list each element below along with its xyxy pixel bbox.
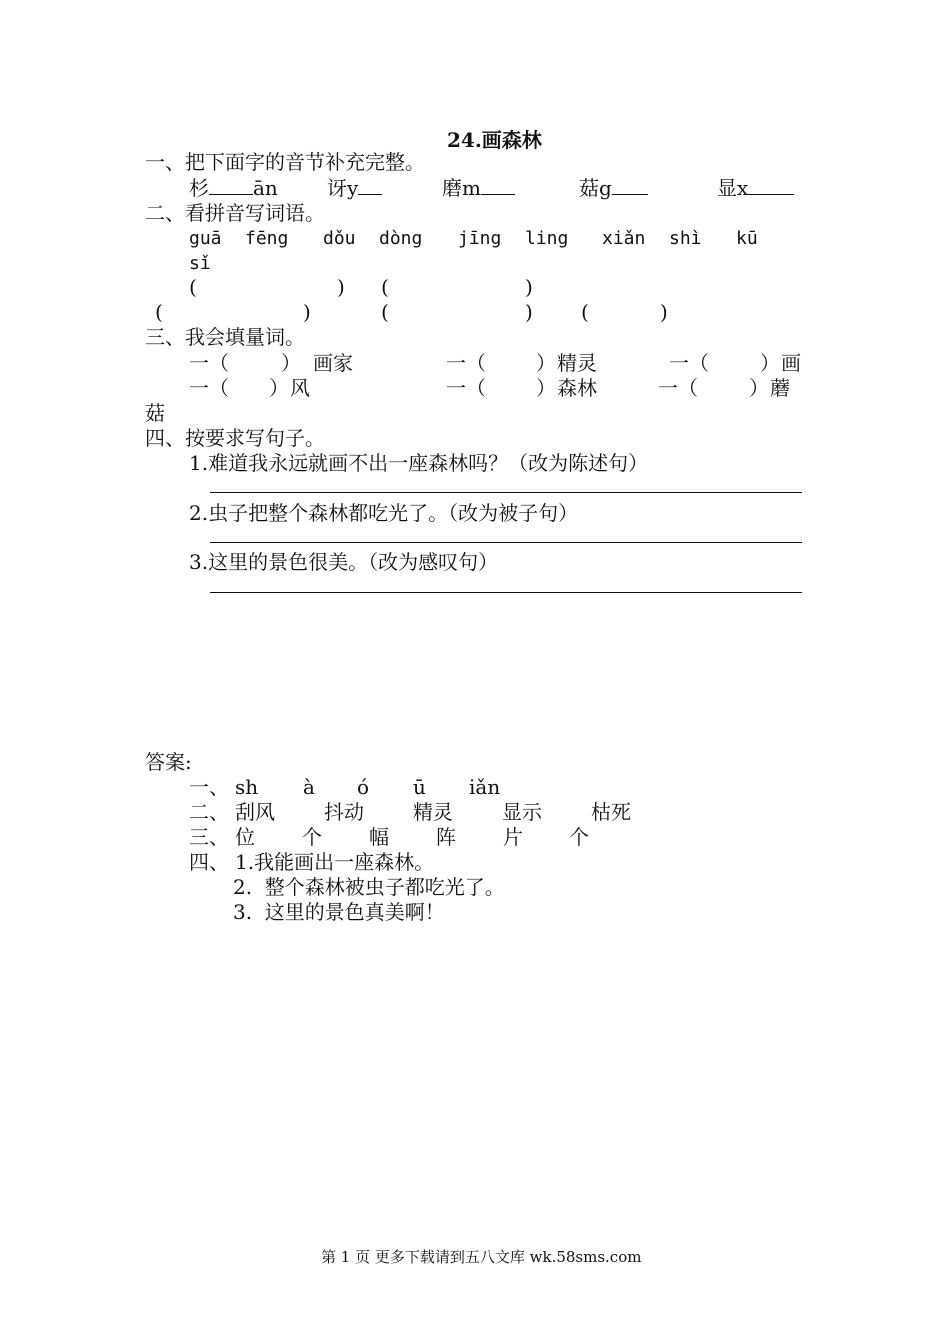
answer-3-item: 位 xyxy=(235,825,255,849)
section-4-heading: 四、按要求写句子。 xyxy=(145,426,325,450)
pinyin: guā xyxy=(189,228,222,249)
s1-prefix: m xyxy=(462,176,481,200)
answer-3-item: 个 xyxy=(569,825,589,849)
measure-word: 风 xyxy=(290,376,310,400)
s1-prefix: g xyxy=(599,176,612,200)
paren-close: ) xyxy=(337,275,345,299)
answer-1-prefix: 一、 xyxy=(189,775,229,799)
answer-4-item: 3. 这里的景色真美啊！ xyxy=(233,900,445,924)
answer-line[interactable] xyxy=(210,542,802,543)
paren-close: ) xyxy=(525,300,533,324)
question-3: 3.这里的景色很美。（改为感叹句） xyxy=(189,550,499,574)
measure-word: 画家 xyxy=(313,351,353,375)
answer-1-item: iǎn xyxy=(469,775,501,799)
s1-suffix: ān xyxy=(253,176,278,200)
answer-3-item: 阵 xyxy=(436,825,456,849)
pinyin: fēng xyxy=(245,228,289,249)
answer-2-prefix: 二、 xyxy=(189,800,229,824)
s1-item-5 xyxy=(717,176,794,200)
answer-blank[interactable] xyxy=(481,176,515,195)
pinyin: kū xyxy=(736,228,758,249)
question-1: 1.难道我永远就画不出一座森林吗？（改为陈述句） xyxy=(189,451,649,475)
answer-blank[interactable] xyxy=(358,176,382,195)
pinyin: sǐ xyxy=(189,253,211,274)
s1-char: 磨 xyxy=(442,176,462,200)
measure-word: 蘑 xyxy=(770,376,790,400)
pinyin: dǒu xyxy=(323,228,356,249)
answer-blank[interactable] xyxy=(748,176,794,195)
answer-4-prefix: 四、 xyxy=(189,850,229,874)
measure-open: 一（ xyxy=(446,351,486,375)
answer-1-item: à xyxy=(303,775,315,799)
s1-prefix: x xyxy=(737,176,749,200)
paren-open: ( xyxy=(155,300,163,324)
answer-1-item: ó xyxy=(357,775,370,799)
answer-2-item: 抖动 xyxy=(324,800,364,824)
measure-close: ） xyxy=(749,376,769,400)
measure-word: 画 xyxy=(781,351,801,375)
measure-word: 精灵 xyxy=(557,351,597,375)
page-title: 24.画森林 xyxy=(447,128,542,152)
answer-3-prefix: 三、 xyxy=(189,825,229,849)
pinyin: ling xyxy=(525,228,569,249)
s1-item-3 xyxy=(442,176,515,200)
answer-blank[interactable] xyxy=(612,176,648,195)
paren-close: ) xyxy=(525,275,533,299)
pinyin: xiǎn xyxy=(602,228,646,249)
answer-2-item: 精灵 xyxy=(413,800,453,824)
answer-3-item: 个 xyxy=(302,825,322,849)
measure-open: 一（ xyxy=(189,351,229,375)
answer-line[interactable] xyxy=(210,492,802,493)
measure-word: 菇 xyxy=(145,401,165,425)
paren-close: ) xyxy=(660,300,668,324)
answer-4-item: 1.我能画出一座森林。 xyxy=(235,850,435,874)
paren-open: ( xyxy=(581,300,589,324)
section-2-heading: 二、看拼音写词语。 xyxy=(145,201,325,225)
measure-close: ） xyxy=(536,376,556,400)
s1-item-4 xyxy=(579,176,648,200)
measure-close: ） xyxy=(269,376,289,400)
measure-open: 一（ xyxy=(658,376,698,400)
answer-2-item: 显示 xyxy=(502,800,542,824)
section-3-heading: 三、我会填量词。 xyxy=(145,325,305,349)
pinyin: shì xyxy=(669,228,702,249)
s1-char: 讶 xyxy=(327,176,347,200)
answer-1-item: ū xyxy=(413,775,426,799)
measure-close: ） xyxy=(536,351,556,375)
measure-close: ） xyxy=(760,351,780,375)
s1-char: 杉 xyxy=(189,176,209,200)
paren-close: ) xyxy=(303,300,311,324)
measure-word: 森林 xyxy=(557,376,597,400)
answer-4-item: 2. 整个森林被虫子都吃光了。 xyxy=(233,875,505,899)
measure-open: 一（ xyxy=(669,351,709,375)
answer-1-item: sh xyxy=(235,775,259,799)
s1-item-2 xyxy=(327,176,382,200)
pinyin: jīng xyxy=(458,228,502,249)
s1-item-1 xyxy=(189,176,278,200)
measure-close: ） xyxy=(281,351,301,375)
pinyin: dòng xyxy=(379,228,423,249)
paren-open: ( xyxy=(189,275,197,299)
measure-open: 一（ xyxy=(446,376,486,400)
answer-2-item: 刮风 xyxy=(235,800,275,824)
answer-3-item: 片 xyxy=(503,825,523,849)
answer-blank[interactable] xyxy=(209,176,253,195)
answer-line[interactable] xyxy=(210,592,802,593)
section-1-heading: 一、把下面字的音节补充完整。 xyxy=(145,150,425,174)
paren-open: ( xyxy=(381,275,389,299)
s1-char: 显 xyxy=(717,176,737,200)
question-2: 2.虫子把整个森林都吃光了。（改为被子句） xyxy=(189,501,579,525)
answers-label: 答案: xyxy=(145,750,192,774)
answer-3-item: 幅 xyxy=(369,825,389,849)
paren-open: ( xyxy=(381,300,389,324)
s1-prefix: y xyxy=(347,176,359,200)
page-footer: 第 1 页 更多下载请到五八文库 wk.58sms.com xyxy=(321,1248,642,1266)
s1-char: 菇 xyxy=(579,176,599,200)
measure-open: 一（ xyxy=(189,376,229,400)
answer-2-item: 枯死 xyxy=(591,800,631,824)
